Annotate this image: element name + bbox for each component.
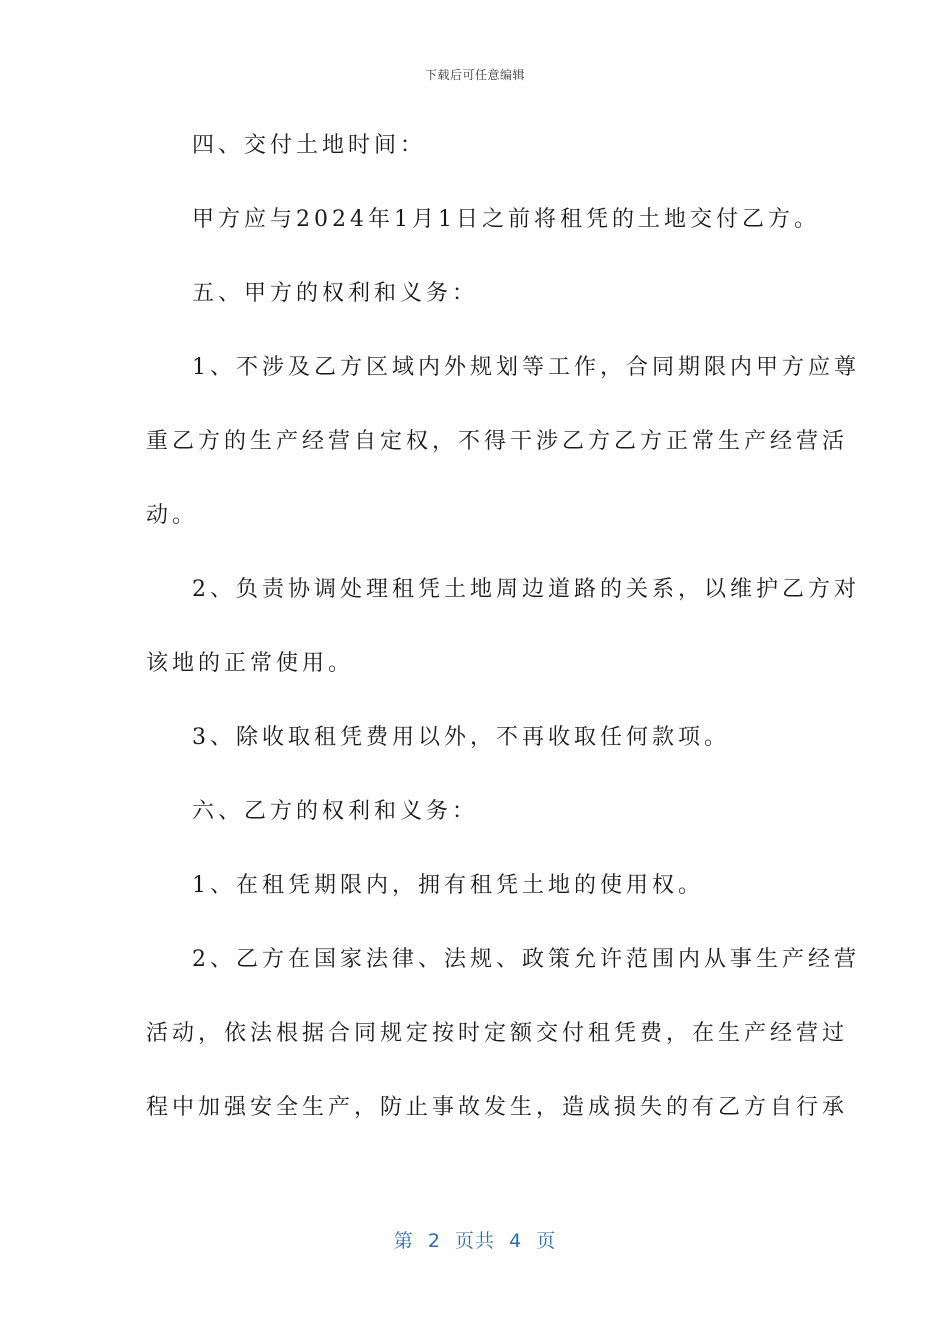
header-note: 下载后可任意编辑 (424, 68, 525, 82)
paragraph-line: 1、在租凭期限内，拥有租凭土地的使用权。 (192, 873, 704, 898)
paragraph-line: 五、甲方的权利和义务： (192, 281, 479, 306)
paragraph-line: 1、不涉及乙方区域内外规划等工作，合同期限内甲方应尊 (192, 355, 860, 380)
paragraph-line: 2、负责协调处理租凭土地周边道路的关系，以维护乙方对 (192, 577, 860, 602)
paragraph-line: 程中加强安全生产，防止事故发生，造成损失的有乙方自行承 (146, 1095, 849, 1120)
paragraph-line: 四、交付土地时间： (192, 133, 427, 158)
paragraph-line: 活动，依法根据合同规定按时定额交付租凭费，在生产经营过 (146, 1021, 849, 1046)
paragraph-line: 该地的正常使用。 (146, 651, 355, 676)
paragraph-line: 动。 (146, 503, 199, 528)
document-body (146, 124, 860, 1160)
paragraph-line: 重乙方的生产经营自定权，不得干涉乙方乙方正常生产经营活 (146, 429, 849, 454)
paragraph-line: 2、乙方在国家法律、法规、政策允许范围内从事生产经营 (192, 947, 860, 972)
paragraph-line: 六、乙方的权利和义务： (192, 799, 479, 824)
page-number-footer: 第 2 页共 4 页 (393, 1230, 557, 1252)
paragraph-line: 甲方应与2024年1月1日之前将租凭的土地交付乙方。 (192, 207, 820, 232)
paragraph-line: 3、除收取租凭费用以外，不再收取任何款项。 (192, 725, 730, 750)
